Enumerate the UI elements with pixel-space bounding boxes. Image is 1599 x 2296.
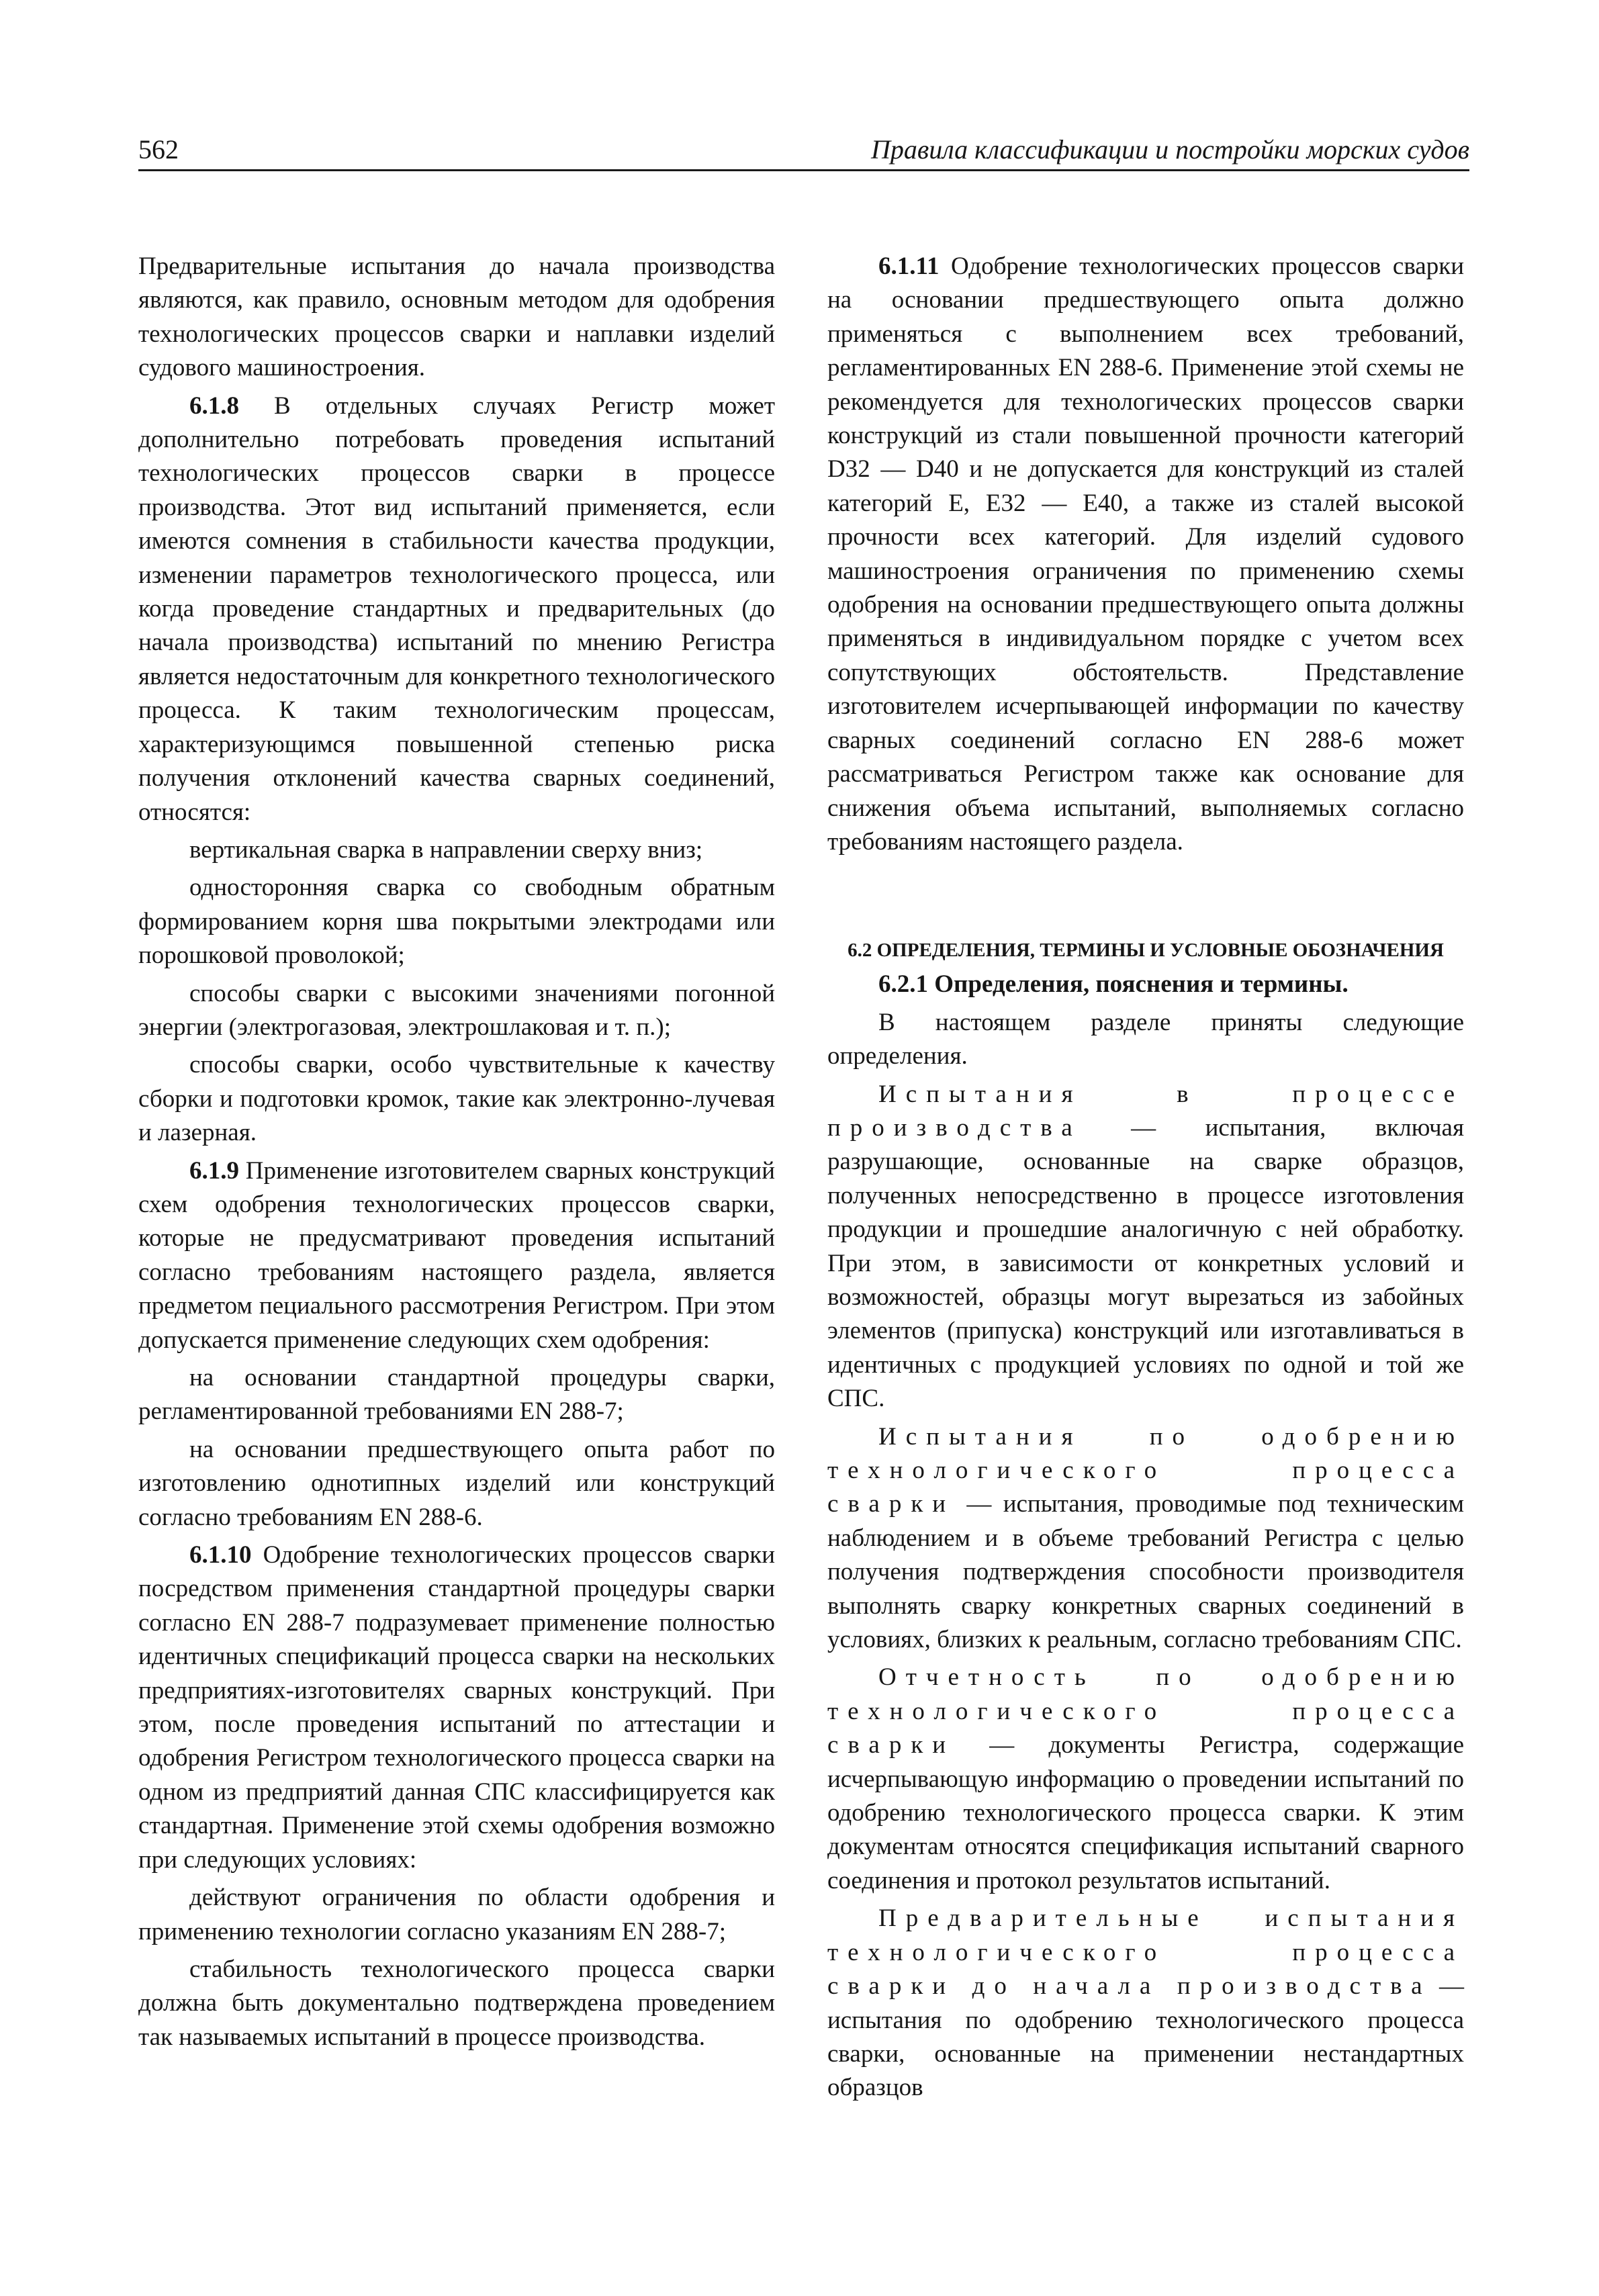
page-header <box>138 133 1469 172</box>
page-number: 562 <box>138 134 179 165</box>
definition-text: — испытания по одобрению технологического процесса сварки, основанные на применении нестандартных образцов <box>827 1972 1465 2102</box>
paragraph-text: Одобрение технологических процессов сварки на основании предшествующего опыта должно применяться с выполнением всех требований, регламентированных EN 288-6. Применение этой схемы не рекомендуется для технологических процессов сварки конструкций из стали повышенной прочности категорий D32 — D40 и не допускается для конструкций из сталей категорий E, E32 — E40, а также из сталей высокой прочности всех категорий. Для изделий судового машиностроения ограничения по применению схемы одобрения на основании предшествующего опыта должны применяться в индивидуальном порядке с учетом всех сопутствующих обстоятельств. Представление изготовителем исчерпывающей информации по качеству сварных соединений согласно EN 288-6 может рассматриваться Регистром также как основание для снижения объема испытаний, выполняемых согласно требованиям настоящего раздела. <box>827 252 1464 856</box>
list-item: на основании предшествующего опыта работ по изготовлению однотипных изделий или конструкций согласно требованиям EN 288-6. <box>138 1435 775 1531</box>
paragraph-6-1-9 <box>138 1154 775 1357</box>
list-item: односторонняя сварка со свободным обратным формированием корня шва покрытыми электродами или порошковой проволокой; <box>138 874 775 970</box>
definition <box>827 1902 1464 2105</box>
definition-text: — документы Регистра, содержащие исчерпывающую информацию о проведении испытаний по одобрению технологического процесса сварки. К этим документам относятся спецификация испытаний сварного соединения и протокол результатов испытаний. <box>827 1731 1464 1894</box>
definition-text: — испытания, проводимые под техническим наблюдением и в объеме требований Регистра с целью получения подтверждения способности производителя выполнять сварку конкретных сварных соединений в условиях, близких к реальным, согласно требованиям СПС. <box>827 1490 1464 1654</box>
definition-text: — испытания, включая разрушающие, основанные на сварке образцов, полученных непосредственно в процессе изготовления продукции и прошедшие аналогичную с ней обработку. При этом, в зависимости от конкретных условий и возможностей, образцы могут вырезаться из забойных элементов (припуска) конструкций или изготавливаться в идентичных с продукцией условиях по одной и той же СПС. <box>827 1113 1464 1413</box>
list-item: способы сварки, особо чувствительные к качеству сборки и подготовки кромок, такие как электронно-лучевая и лазерная. <box>138 1051 775 1147</box>
paragraph-text: Одобрение технологических процессов сварки посредством применения стандартной процедуры сварки согласно EN 288-7 подразумевает применение полностью идентичных спецификаций процесса сварки на нескольких предприятиях-изготовителях сварных конструкций. При этом, после проведения испытаний по аттестации и одобрения Регистром технологического процесса сварки на одном из предприятий данная СПС классифицируется как стандартная. Применение этой схемы одобрения возможно при следующих условиях: <box>138 1541 775 1874</box>
subsection-6-2-1 <box>827 968 1464 1001</box>
paragraph-number: 6.1.8 <box>189 392 239 420</box>
paragraph-6-1-10 <box>138 1539 775 1877</box>
paragraph-text: Применение изготовителем сварных конструкций схем одобрения технологических процессов сварки, которые не предусматривают проведения испытаний согласно требованиям настоящего раздела, является предметом пециального рассмотрения Регистром. При этом допускается применение следующих схем одобрения: <box>138 1156 775 1354</box>
list-item: стабильность технологического процесса сварки должна быть документально подтверждена проведением так называемых испытаний в процессе производства. <box>138 1955 775 2051</box>
list-item: способы сварки с высокими значениями погонной энергии (электрогазовая, электрошлаковая и т. п.); <box>138 979 775 1041</box>
intro-paragraph: В настоящем разделе приняты следующие определения. <box>827 1008 1464 1070</box>
paragraph-6-1-8 <box>138 389 775 829</box>
list-item: на основании стандартной процедуры сварки, регламентированной требованиями EN 288-7; <box>138 1364 775 1426</box>
paragraph-number: 6.1.10 <box>189 1541 252 1569</box>
paragraph-number: 6.1.9 <box>189 1156 239 1185</box>
subsection-title: 6.2.1 Определения, пояснения и термины. <box>878 970 1349 999</box>
definition <box>827 1420 1464 1657</box>
list-item: вертикальная сварка в направлении сверху вниз; <box>189 835 703 864</box>
right-column <box>827 250 1464 2105</box>
paragraph-6-1-11 <box>827 250 1464 859</box>
paragraph-number: 6.1.11 <box>878 252 940 280</box>
paragraph: Предварительные испытания до начала производства являются, как правило, основным методом для одобрения технологических процессов сварки и наплавки изделий судового машиностроения. <box>138 252 775 382</box>
running-title: Правила классификации и постройки морских судов <box>870 134 1469 165</box>
section-title: 6.2 ОПРЕДЕЛЕНИЯ, ТЕРМИНЫ И УСЛОВНЫЕ ОБОЗНАЧЕНИЯ <box>848 939 1444 962</box>
definition-term: Отчетность по одобрению технологического процесса сварки <box>827 1663 1464 1759</box>
definition-term: Предварительные испытания технологического процесса сварки до начала производства <box>827 1904 1464 2001</box>
definition-term: Испытания в процессе производства <box>827 1080 1464 1142</box>
left-column <box>138 250 775 2054</box>
definition <box>827 1661 1464 1898</box>
header-rule <box>138 169 1469 171</box>
paragraph-text: В отдельных случаях Регистр может дополнительно потребовать проведения испытаний технологических процессов сварки в процессе производства. Этот вид испытаний применяется, если имеются сомнения в стабильности качества продукции, изменении параметров технологического процесса, или когда проведение стандартных и предварительных (до начала производства) испытаний по мнению Регистра является недостаточным для конкретного технологического процесса. К таким технологическим процессам, характеризующимся повышенной степенью риска получения отклонений качества сварных соединений, относятся: <box>138 392 775 826</box>
definition <box>827 1078 1464 1416</box>
list-item: действуют ограничения по области одобрения и применению технологии согласно указаниям EN 288-7; <box>138 1884 775 1945</box>
definition-term: Испытания по одобрению технологического процесса сварки <box>827 1422 1464 1518</box>
